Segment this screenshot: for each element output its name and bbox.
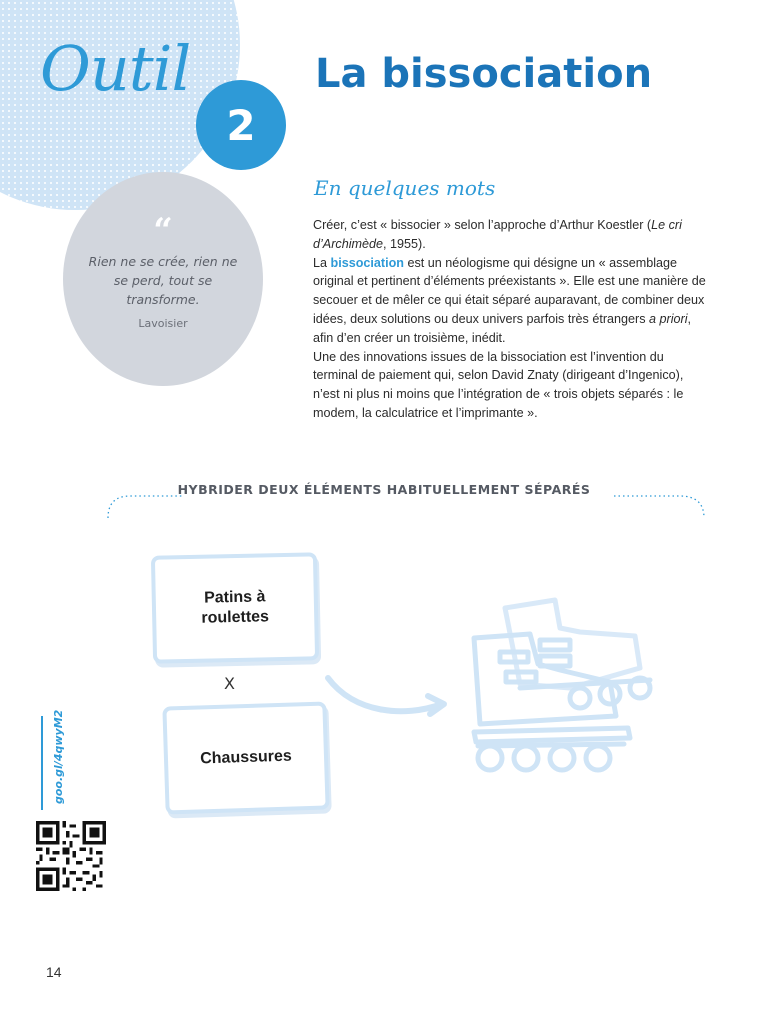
p2-text-c: , afin d’en créer un troisième, inédit. xyxy=(313,311,692,345)
multiply-sign: X xyxy=(224,674,235,693)
paragraph-1 xyxy=(313,216,708,254)
card-roller-skates-label: Patins à roulettes xyxy=(201,588,270,627)
page-title: La bissociation xyxy=(315,51,653,97)
card-shoes-label: Chaussures xyxy=(199,747,293,768)
p2-italic: a priori xyxy=(649,311,688,326)
qr-code-icon[interactable] xyxy=(36,820,106,892)
quote-bubble xyxy=(63,172,263,386)
tool-number: 2 xyxy=(226,100,256,150)
paragraph-2 xyxy=(313,254,708,348)
quote-author: Lavoisier xyxy=(138,317,188,330)
quote-mark-icon: “ xyxy=(153,211,173,251)
p1-text-b: , 1955). xyxy=(383,236,426,251)
diagram-title: HYBRIDER DEUX ÉLÉMENTS HABITUELLEMENT SÉPARÉS xyxy=(177,482,591,497)
p1-text-a: Créer, c’est « bissocier » selon l’approche d’Arthur Koestler ( xyxy=(313,218,652,232)
tool-number-badge xyxy=(196,80,286,170)
link-bar xyxy=(41,716,43,810)
card-roller-skates xyxy=(151,552,319,663)
body-text xyxy=(313,216,708,423)
p1-book-title: Le cri d’Archimède xyxy=(313,218,682,251)
outil-label: Outil xyxy=(40,32,191,105)
section-heading: En quelques mots xyxy=(314,176,496,200)
p2-text-a: La xyxy=(313,255,331,270)
card-shoes xyxy=(162,701,329,814)
inline-skate-icon xyxy=(460,588,670,788)
curved-arrow-icon xyxy=(324,668,454,728)
keyword-bissociation: bissociation xyxy=(330,255,404,270)
page-number: 14 xyxy=(46,964,62,980)
short-link[interactable]: goo.gl/4qwyM2 xyxy=(52,709,65,804)
paragraph-3: Une des innovations issues de la bissociation est l’invention du terminal de paiement qui, selon David Znaty (dirigeant d’Ingenico), n’est ni plus ni moins que l’intégration de « trois objets séparés : le modem, la calculatrice et l’imprimante ». xyxy=(313,349,684,420)
p2-text-b: est un néologisme qui désigne un « assemblage original et pertinent d’éléments préexistants ». Elle est une manière de secouer et de mêler ce qui était séparé auparavant, de combiner deux idées, deux solutions ou deux univers parfois très étrangers xyxy=(313,255,706,326)
quote-text: Rien ne se crée, rien ne se perd, tout se transforme. xyxy=(88,254,238,307)
